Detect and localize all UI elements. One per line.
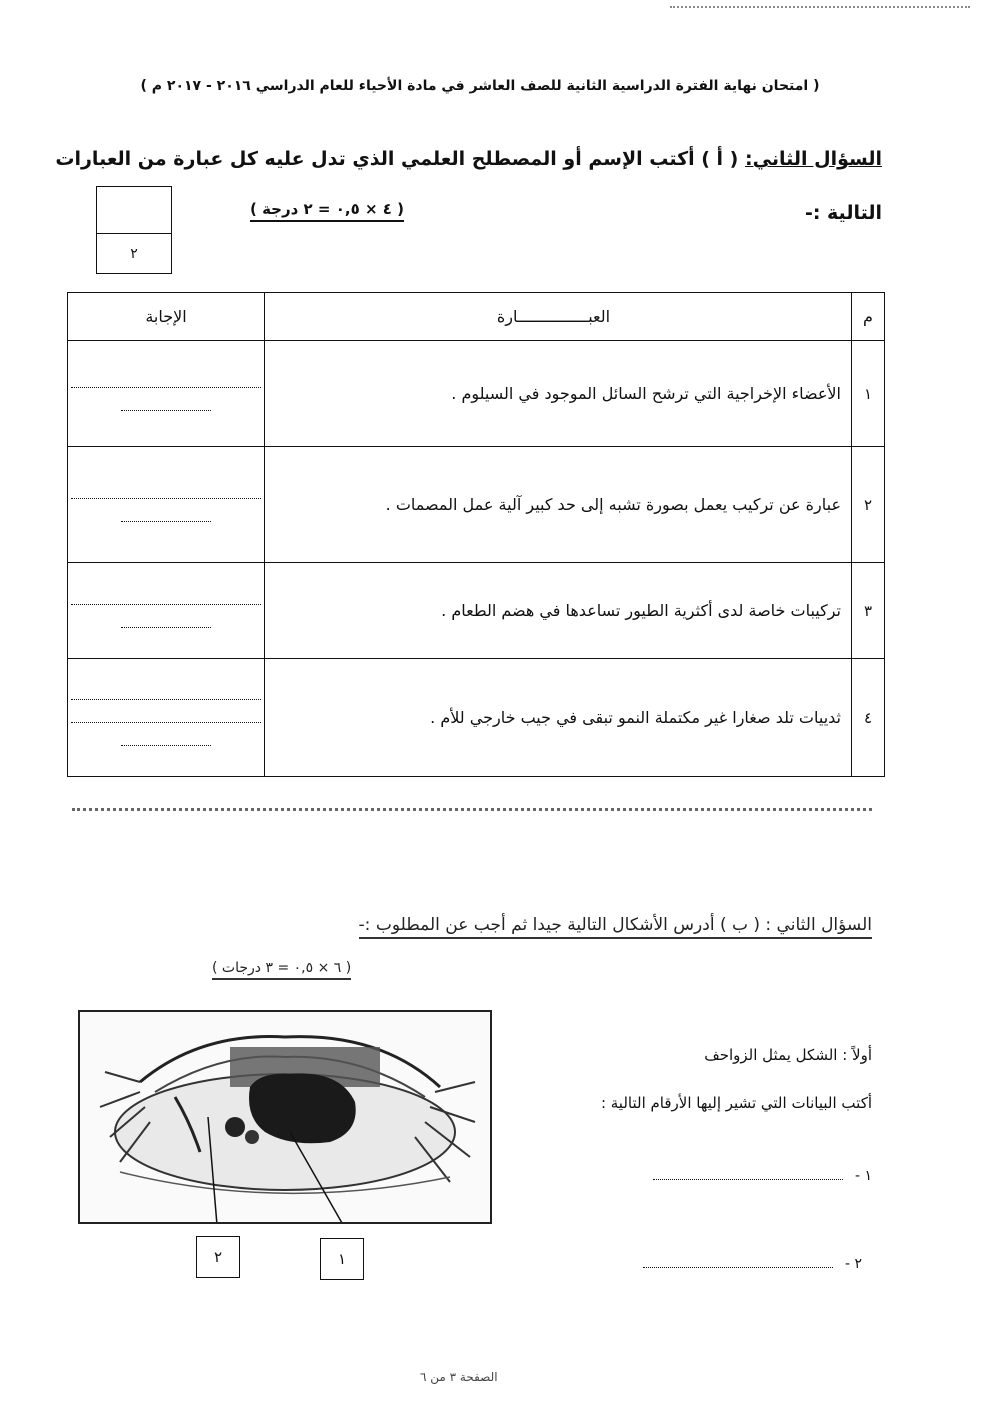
row-statement: الأعضاء الإخراجية التي ترشح السائل الموجود في السيلوم . xyxy=(265,341,852,447)
answer-line xyxy=(121,617,211,628)
answer-cell[interactable] xyxy=(68,341,265,447)
table-row xyxy=(68,447,885,563)
table-header-row xyxy=(68,293,885,341)
question-a-marks: ( ٤ × ٠,٥ = ٢ درجة ) xyxy=(250,200,404,222)
question-a-label: السؤال الثاني: xyxy=(745,148,882,170)
score-box xyxy=(96,186,172,274)
table-row xyxy=(68,659,885,777)
row-statement: عبارة عن تركيب يعمل بصورة تشبه إلى حد كبير آلية عمل المصمات . xyxy=(265,447,852,563)
row-number: ٤ xyxy=(852,659,885,777)
question-b-marks: ( ٦ × ٠,٥ = ٣ درجات ) xyxy=(212,960,351,980)
header-answer: الإجابة xyxy=(68,293,265,341)
row-statement: تركيبات خاصة لدى أكثرية الطيور تساعدها في هضم الطعام . xyxy=(265,563,852,659)
answer-line xyxy=(71,594,261,605)
figure-label-2: ٢ xyxy=(196,1236,240,1278)
score-box-total: ٢ xyxy=(130,245,138,262)
answer-line xyxy=(71,377,261,388)
score-box-earned[interactable] xyxy=(97,187,171,234)
exam-title: ( امتحان نهاية الفترة الدراسية الثانية للصف العاشر في مادة الأحياء للعام الدراسي ٢٠١٦ - ٢٠١٧ م ) xyxy=(140,78,820,94)
header-statement: العبـــــــــــــــارة xyxy=(265,293,852,341)
answer-line-2[interactable]: ٢ - xyxy=(643,1256,862,1272)
question-b-heading: السؤال الثاني : ( ب ) أدرس الأشكال التالية جيدا ثم أجب عن المطلوب :- xyxy=(359,915,872,939)
answer-dots xyxy=(653,1179,843,1180)
page-number: الصفحة ٣ من ٦ xyxy=(420,1370,498,1384)
table-row xyxy=(68,341,885,447)
answer-dots xyxy=(643,1267,833,1268)
row-number: ٣ xyxy=(852,563,885,659)
part1-description: أولاً : الشكل يمثل الزواحف xyxy=(704,1046,872,1064)
answer-line xyxy=(121,511,211,522)
question-a-heading xyxy=(55,148,882,170)
row-number: ١ xyxy=(852,341,885,447)
answer-cell[interactable] xyxy=(68,447,265,563)
answer-line xyxy=(121,400,211,411)
section-separator xyxy=(72,808,872,811)
answer-cell[interactable] xyxy=(68,563,265,659)
top-dotted-line xyxy=(670,6,970,8)
reptile-dissection-illustration xyxy=(80,1012,490,1222)
header-num: م xyxy=(852,293,885,341)
answer-line xyxy=(121,735,211,746)
answer-line xyxy=(71,689,261,700)
answer-cell[interactable] xyxy=(68,659,265,777)
figure-label-1: ١ xyxy=(320,1238,364,1280)
answer-line xyxy=(71,712,261,723)
answer-number: ٢ xyxy=(854,1256,862,1272)
row-statement: ثدييات تلد صغارا غير مكتملة النمو تبقى في جيب خارجي للأم . xyxy=(265,659,852,777)
reptile-figure xyxy=(78,1010,492,1224)
question-a-instruction-cont: التالية :- xyxy=(804,202,882,224)
part2-instruction: أكتب البيانات التي تشير إليها الأرقام التالية : xyxy=(600,1094,872,1112)
answer-number: ١ xyxy=(864,1168,872,1184)
statements-table xyxy=(67,292,885,777)
table-row xyxy=(68,563,885,659)
row-number: ٢ xyxy=(852,447,885,563)
answer-line-1[interactable]: ١ - xyxy=(653,1168,872,1184)
answer-line xyxy=(71,488,261,499)
question-a-instruction: ( أ ) أكتب الإسم أو المصطلح العلمي الذي تدل عليه كل عبارة من العبارات xyxy=(55,148,739,170)
